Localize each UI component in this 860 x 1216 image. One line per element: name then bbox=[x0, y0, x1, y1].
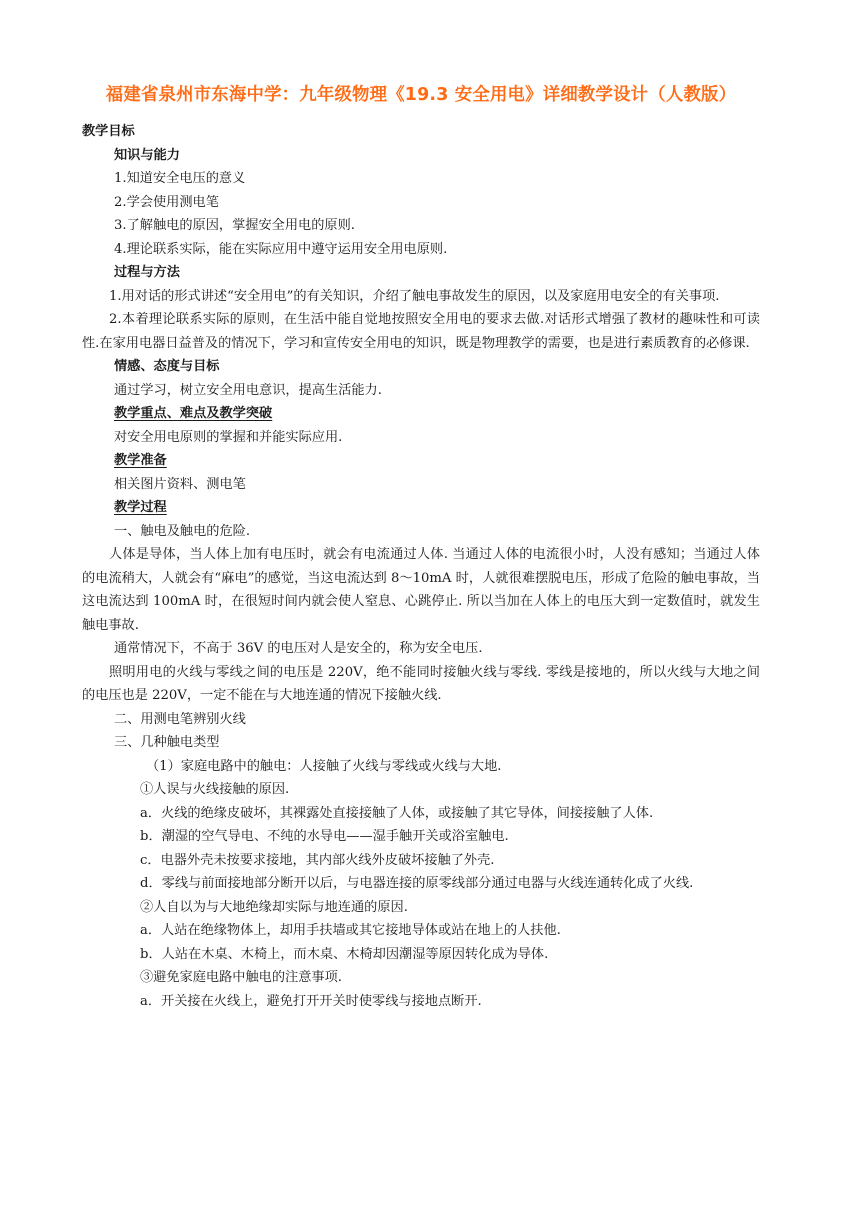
key-points-text: 对安全用电原则的掌握和并能实际应用. bbox=[114, 429, 343, 445]
procedure-paragraph: 一、触电及触电的危险. bbox=[114, 523, 251, 539]
procedure-paragraph: ③避免家庭电路中触电的注意事项. bbox=[140, 970, 343, 985]
process-item: 1.用对话的形式讲述“安全用电”的有关知识，介绍了触电事故发生的原因，以及家庭用电安全的有关事项. bbox=[109, 288, 720, 304]
procedure-paragraph: b．潮湿的空气导电、不纯的水导电——湿手触开关或浴室触电. bbox=[140, 829, 509, 844]
procedure-paragraph: a．开关接在火线上，避免打开开关时使零线与接地点断开. bbox=[140, 993, 482, 1009]
subheading-knowledge: 知识与能力 bbox=[114, 147, 180, 163]
procedure-paragraph: 通常情况下，不高于 36V 的电压对人是安全的，称为安全电压. bbox=[114, 641, 483, 656]
procedure-paragraph: ②人自以为与大地绝缘却实际与地连通的原因. bbox=[140, 899, 408, 915]
procedure-paragraph: 二、用测电笔辨别火线 bbox=[114, 711, 246, 727]
attitude-text: 通过学习，树立安全用电意识，提高生活能力. bbox=[114, 382, 382, 398]
preparation-text: 相关图片资料、测电笔 bbox=[114, 476, 246, 492]
knowledge-item: 1.知道安全电压的意义 bbox=[114, 171, 246, 186]
knowledge-item: 3.了解触电的原因，掌握安全用电的原则. bbox=[114, 218, 355, 233]
process-item: 2.本着理论联系实际的原则，在生活中能自觉地按照安全用电的要求去做.对话形式增强了教材的趣味性和可读性.在家用电器日益普及的情况下，学习和宣传安全用电的知识，既是物理教学的需要，也是进行素质教育的必修课. bbox=[82, 312, 760, 351]
procedure-paragraph: d．零线与前面接地部分断开以后，与电器连接的原零线部分通过电器与火线连通转化成了火线. bbox=[140, 876, 694, 891]
document-title: 福建省泉州市东海中学：九年级物理《19.3 安全用电》详细教学设计（人教版） bbox=[105, 85, 737, 105]
knowledge-item: 4.理论联系实际，能在实际应用中遵守运用安全用电原则. bbox=[114, 241, 448, 257]
subheading-process: 过程与方法 bbox=[114, 265, 180, 280]
procedure-paragraph: 人体是导体，当人体上加有电压时，就会有电流通过人体. 当通过人体的电流很小时，人没有感知；当通过人体的电流稍大，人就会有“麻电”的感觉，当这电流达到 8～10mA 时，人就很难摆脱电压，形成了危险的触电事故，当这电流达到 100mA 时，在很短时间内就会使人窒息、心跳停止. 所以当加在人体上的电压大到一定数值时，就发生触电事故. bbox=[82, 547, 760, 633]
section-heading-procedure: 教学过程 bbox=[114, 500, 167, 515]
section-heading-preparation: 教学准备 bbox=[114, 453, 167, 468]
procedure-paragraph: ①人误与火线接触的原因. bbox=[140, 782, 290, 797]
section-heading-key-points: 教学重点、难点及教学突破 bbox=[114, 406, 273, 421]
procedure-paragraph: a．火线的绝缘皮破坏，其裸露处直接接触了人体，或接触了其它导体，间接接触了人体. bbox=[140, 805, 654, 821]
section-heading-goals: 教学目标 bbox=[82, 124, 135, 139]
procedure-paragraph: 照明用电的火线与零线之间的电压是 220V，绝不能同时接触火线与零线. 零线是接地的，所以火线与大地之间的电压也是 220V，一定不能在与大地连通的情况下接触火线. bbox=[82, 664, 760, 703]
knowledge-item: 2.学会使用测电笔 bbox=[114, 194, 219, 210]
procedure-paragraph: b．人站在木桌、木椅上，而木桌、木椅却因潮湿等原因转化成为导体. bbox=[140, 946, 549, 962]
document-page bbox=[82, 82, 760, 1013]
procedure-paragraph: （1）家庭电路中的触电：人接触了火线与零线或火线与大地. bbox=[146, 758, 502, 774]
procedure-paragraph: a．人站在绝缘物体上，却用手扶墙或其它接地导体或站在地上的人扶他. bbox=[140, 923, 561, 938]
procedure-paragraph: 三、几种触电类型 bbox=[114, 735, 220, 750]
procedure-paragraph: c．电器外壳未按要求接地，其内部火线外皮破坏接触了外壳. bbox=[140, 852, 495, 868]
subheading-attitude: 情感、态度与目标 bbox=[114, 359, 220, 374]
